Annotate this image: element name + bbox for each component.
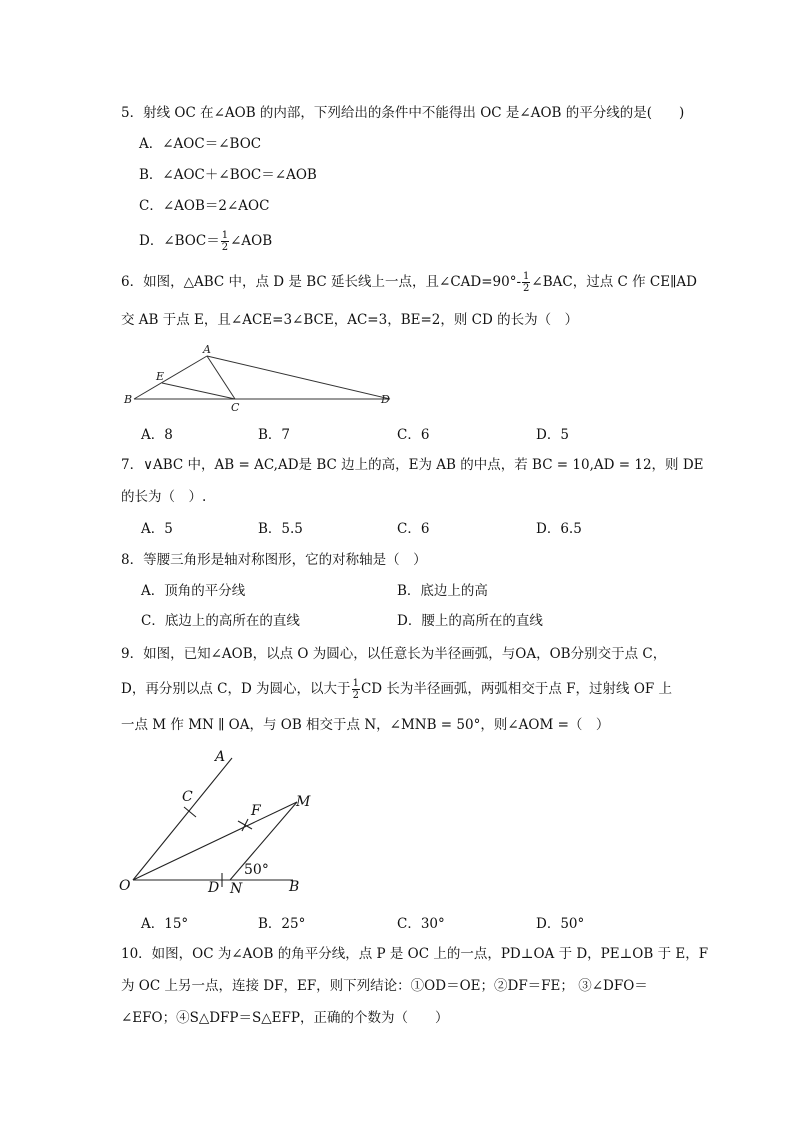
q7-option-c: C．6 — [397, 521, 430, 537]
q9-stem-line2-suffix: CD 长为半径画弧，两弧相交于点 F，过射线 OF 上 — [360, 681, 673, 697]
q7-option-b: B．5.5 — [258, 521, 303, 537]
q8-option-d: D．腰上的高所在的直线 — [397, 613, 543, 629]
q6-option-d: D．5 — [536, 427, 569, 443]
q9-stem-line3: 一点 M 作 MN ∥ OA，与 OB 相交于点 N，∠MNB = 50°，则∠AOM =（ ） — [121, 717, 610, 733]
q6-triangle-figure — [118, 342, 403, 414]
line-ad — [207, 356, 390, 399]
q9-stem-line1: 9．如图，已知∠AOB，以点 O 为圆心，以任意长为半径画弧，与OA，OB分别交于点 C， — [121, 646, 667, 662]
line-ec — [162, 383, 235, 399]
q9-option-b: B．25° — [258, 916, 306, 932]
line-ba — [134, 356, 207, 399]
label-a: A — [203, 343, 211, 356]
ray-om — [133, 802, 297, 880]
q5-option-a: A．∠AOC＝∠BOC — [139, 136, 262, 152]
q9-fraction — [352, 678, 360, 701]
fraction-denominator: 2 — [221, 242, 229, 253]
q5-option-d — [139, 230, 272, 253]
q8-option-a: A．顶角的平分线 — [141, 583, 246, 599]
fraction-numerator: 1 — [221, 230, 229, 241]
label-b: B — [289, 879, 300, 895]
label-c: C — [182, 789, 193, 805]
arc-mark-f-2 — [242, 819, 248, 831]
q8-option-b: B．底边上的高 — [397, 583, 488, 599]
label-d: D — [208, 880, 220, 896]
q10-stem-line1: 10．如图，OC 为∠AOB 的角平分线，点 P 是 OC 上的一点，PD⊥OA 于 D，PE⊥OB 于 E，F — [121, 946, 709, 962]
label-f: F — [251, 803, 261, 819]
label-a: A — [215, 749, 226, 765]
q9-stem-line2-prefix: D，再分别以点 C，D 为圆心，以大于 — [121, 681, 351, 697]
fraction-numerator: 1 — [352, 678, 359, 689]
q5-stem: 5．射线 OC 在∠AOB 的内部，下列给出的条件中不能得出 OC 是∠AOB 的平分线的是( ) — [121, 105, 685, 121]
label-b: B — [124, 393, 133, 406]
label-o: O — [119, 878, 131, 894]
q5-option-d-fraction — [221, 230, 229, 253]
q6-option-c: C．6 — [397, 427, 430, 443]
q7-option-a: A．5 — [141, 521, 173, 537]
fraction-denominator: 2 — [352, 690, 359, 701]
q10-stem-line2: 为 OC 上另一点，连接 DF，EF，则下列结论：①OD＝OE；②DF＝FE； ③∠DFO＝ — [121, 978, 648, 994]
fraction-denominator: 2 — [523, 283, 530, 294]
q9-option-c: C．30° — [397, 916, 445, 932]
label-d: D — [381, 393, 390, 406]
q5-option-d-suffix: ∠AOB — [230, 233, 273, 249]
q8-option-c: C．底边上的高所在的直线 — [141, 613, 300, 629]
ray-oa — [133, 758, 232, 880]
q9-stem-line2 — [121, 678, 672, 701]
q7-stem-line1: 7．∨ABC 中，AB = AC,AD是 BC 边上的高，E为 AB 的中点，若 BC = 10,AD = 12，则 DE — [121, 457, 704, 473]
q9-angle-figure — [115, 745, 320, 900]
q6-stem-line1 — [121, 271, 697, 294]
label-m: M — [296, 794, 311, 810]
q5-option-b: B．∠AOC＋∠BOC＝∠AOB — [139, 167, 317, 183]
q5-option-c: C．∠AOB＝2∠AOC — [139, 198, 270, 214]
q6-stem-suffix: ∠BAC，过点 C 作 CE∥AD — [531, 274, 697, 290]
angle-label: 50° — [244, 862, 269, 878]
q6-option-a: A．8 — [141, 427, 173, 443]
q6-stem-line2: 交 AB 于点 E，且∠ACE=3∠BCE，AC=3，BE=2，则 CD 的长为（ ） — [121, 312, 579, 328]
q8-stem: 8．等腰三角形是轴对称图形，它的对称轴是（ ） — [121, 552, 427, 568]
q5-option-d-prefix: D．∠BOC＝ — [139, 233, 220, 249]
q6-option-b: B．7 — [258, 427, 291, 443]
q9-option-a: A．15° — [141, 916, 189, 932]
label-n: N — [230, 881, 243, 897]
q9-option-d: D．50° — [536, 916, 585, 932]
q6-stem-prefix: 6．如图，△ABC 中，点 D 是 BC 延长线上一点，且∠CAD=90°- — [121, 274, 522, 290]
q7-option-d: D．6.5 — [536, 521, 582, 537]
label-c: C — [231, 401, 240, 414]
line-ac — [207, 356, 235, 399]
label-e: E — [156, 370, 165, 383]
q10-stem-line3: ∠EFO；④S△DFP＝S△EFP，正确的个数为（ ） — [121, 1010, 449, 1026]
q7-stem-line2: 的长为（ ）. — [121, 489, 207, 505]
q6-fraction — [522, 271, 530, 294]
fraction-numerator: 1 — [523, 271, 530, 282]
